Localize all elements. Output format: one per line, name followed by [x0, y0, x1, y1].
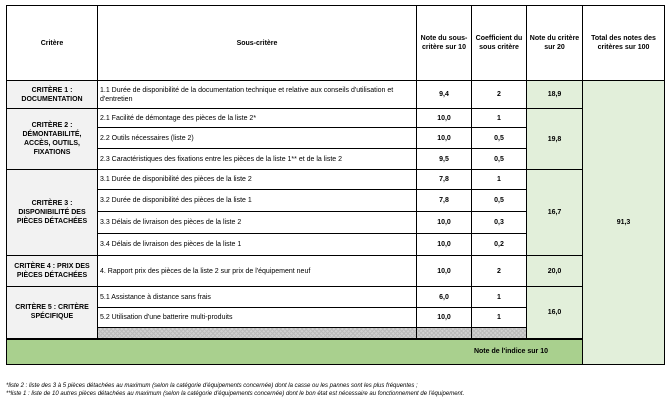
sub-criterion-note: 7,8 — [417, 170, 472, 190]
header-coefficient: Coefficient du sous critère — [472, 6, 527, 81]
empty-hatched-cell — [98, 328, 417, 339]
criterion-4-note: 20,0 — [527, 256, 583, 287]
sub-criterion-label: 3.4 Délais de livraison des pièces de la liste 1 — [98, 234, 417, 256]
footnote-liste-2: *liste 2 : liste des 3 à 5 pièces détachées au maximum (selon la catégorie d'équipements concernée) dont la casse ou les pannes sont les plus fréquentes ; — [6, 383, 418, 389]
table-row — [7, 170, 665, 190]
score-table — [6, 5, 665, 365]
sub-criterion-coef: 1 — [472, 308, 527, 328]
criterion-3-label: CRITÈRE 3 : DISPONIBILITÉ DES PIÈCES DÉTACHÉES — [7, 170, 98, 256]
sub-criterion-coef: 1 — [472, 170, 527, 190]
sub-criterion-note: 10,0 — [417, 234, 472, 256]
sub-criterion-coef: 1 — [472, 109, 527, 128]
sub-criterion-label: 5.2 Utilisation d'une batterire multi-produits — [98, 308, 417, 328]
header-total: Total des notes des critères sur 100 — [583, 6, 665, 81]
criterion-5-label: CRITÈRE 5 : CRITÈRE SPÉCIFIQUE — [7, 287, 98, 339]
total-score: 91,3 — [583, 81, 665, 365]
criterion-5-note: 16,0 — [527, 287, 583, 339]
criterion-1-note: 18,9 — [527, 81, 583, 109]
empty-hatched-cell — [472, 328, 527, 339]
sub-criterion-label: 3.3 Délais de livraison des pièces de la liste 2 — [98, 212, 417, 234]
footnotes — [6, 382, 646, 398]
table-row — [7, 81, 665, 109]
final-score-label: Note de l'indice sur 10 — [7, 339, 583, 365]
sub-criterion-coef: 0,5 — [472, 190, 527, 212]
sub-criterion-note: 10,0 — [417, 109, 472, 128]
sub-criterion-note: 10,0 — [417, 212, 472, 234]
header-note-critere: Note du critère sur 20 — [527, 6, 583, 81]
sub-criterion-coef: 0,3 — [472, 212, 527, 234]
sub-criterion-coef: 0,5 — [472, 128, 527, 149]
criterion-1-label: CRITÈRE 1 : DOCUMENTATION — [7, 81, 98, 109]
table-row — [7, 287, 665, 308]
criterion-2-label: CRITÈRE 2 : DÉMONTABILITÉ, ACCÈS, OUTILS, FIXATIONS — [7, 109, 98, 170]
sub-criterion-note: 9,5 — [417, 149, 472, 170]
header-note-sous-critere: Note du sous-critère sur 10 — [417, 6, 472, 81]
sub-criterion-note: 6,0 — [417, 287, 472, 308]
sub-criterion-note: 10,0 — [417, 128, 472, 149]
sub-criterion-coef: 1 — [472, 287, 527, 308]
sub-criterion-label: 2.3 Caractéristiques des fixations entre les pièces de la liste 1** et de la liste 2 — [98, 149, 417, 170]
criterion-2-note: 19,8 — [527, 109, 583, 170]
header-row — [7, 6, 665, 81]
sub-criterion-note: 7,8 — [417, 190, 472, 212]
sub-criterion-label: 3.2 Durée de disponibilité des pièces de la liste 1 — [98, 190, 417, 212]
sub-criterion-coef: 2 — [472, 81, 527, 109]
final-score-row — [7, 339, 665, 365]
header-sous-critere: Sous-critère — [98, 6, 417, 81]
table-row — [7, 109, 665, 128]
criterion-3-note: 16,7 — [527, 170, 583, 256]
sub-criterion-note: 9,4 — [417, 81, 472, 109]
criterion-4-label: CRITÈRE 4 : PRIX DES PIÈCES DÉTACHÉES — [7, 256, 98, 287]
table-row — [7, 256, 665, 287]
sub-criterion-label: 3.1 Durée de disponibilité des pièces de la liste 2 — [98, 170, 417, 190]
sub-criterion-label: 5.1 Assistance à distance sans frais — [98, 287, 417, 308]
sub-criterion-label: 1.1 Durée de disponibilité de la documentation technique et relative aux conseils d'utilisation et d'entretien — [98, 81, 417, 109]
sub-criterion-label: 4. Rapport prix des pièces de la liste 2 sur prix de l'équipement neuf — [98, 256, 417, 287]
sub-criterion-note: 10,0 — [417, 308, 472, 328]
sub-criterion-coef: 0,5 — [472, 149, 527, 170]
sub-criterion-label: 2.2 Outils nécessaires (liste 2) — [98, 128, 417, 149]
header-critere: Critère — [7, 6, 98, 81]
empty-hatched-cell — [417, 328, 472, 339]
sub-criterion-coef: 2 — [472, 256, 527, 287]
footnote-liste-1: **liste 1 : liste de 10 autres pièces détachées au maximum (selon la catégorie d'équipements concernée) dont le bon état est nécessaire au fonctionnement de l'équipement. — [6, 391, 465, 397]
sub-criterion-coef: 0,2 — [472, 234, 527, 256]
sub-criterion-label: 2.1 Facilité de démontage des pièces de la liste 2* — [98, 109, 417, 128]
sub-criterion-note: 10,0 — [417, 256, 472, 287]
